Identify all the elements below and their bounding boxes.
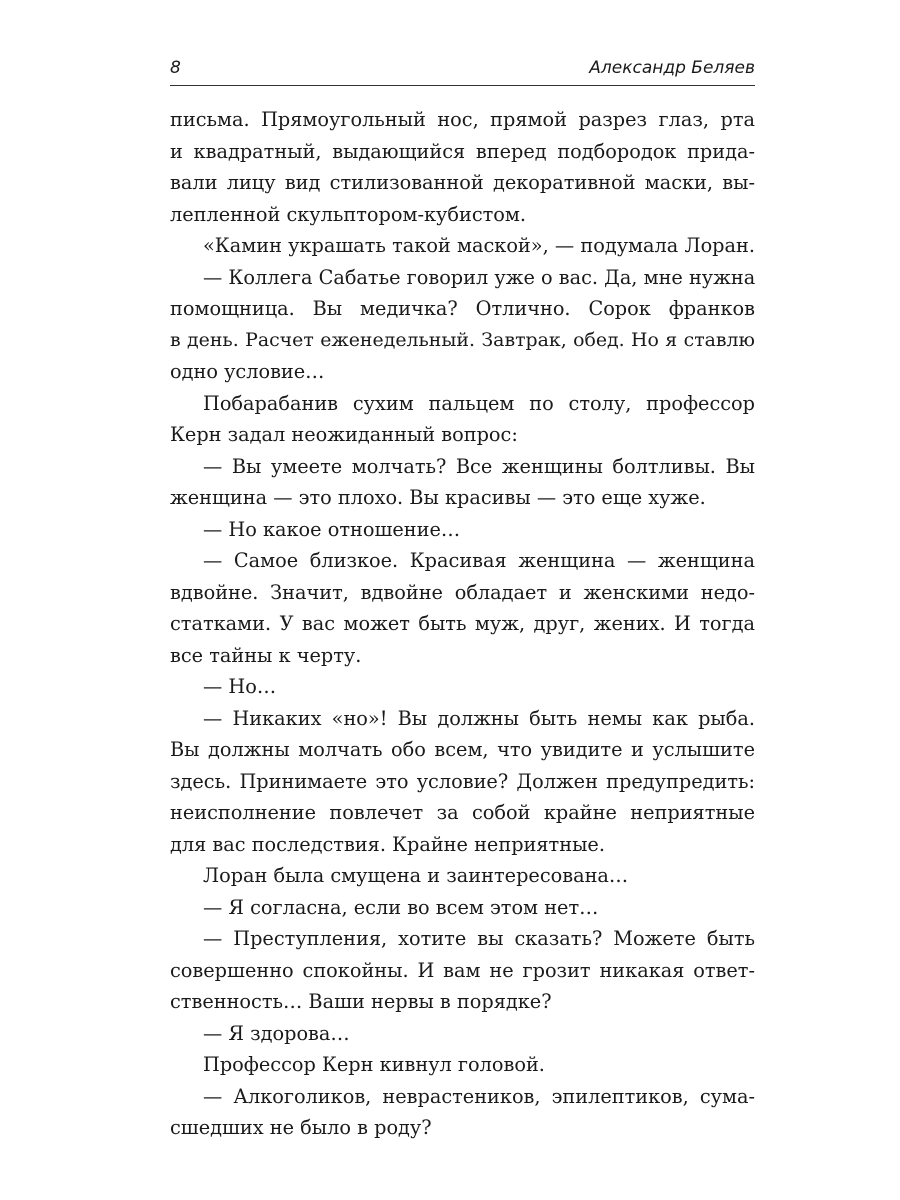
text-line: вали лицу вид стилизованной декоративной маски, вы- xyxy=(170,171,755,194)
text-line: в день. Расчет еженедельный. Завтрак, обед. Но я ставлю xyxy=(170,328,755,351)
text-line: — Коллега Сабатье говорил уже о вас. Да, мне нужна xyxy=(203,265,755,289)
text-line: вдвойне. Значит, вдвойне обладает и женскими недо- xyxy=(170,580,755,604)
text-line: здесь. Принимаете это условие? Должен предупредить: xyxy=(170,769,755,793)
text-line: Профессор Керн кивнул головой. xyxy=(203,1053,545,1076)
text-line: — Вы умеете молчать? Все женщины болтливы. Вы xyxy=(203,454,755,478)
text-line: — Алкоголиков, неврастеников, эпилептиков, сума- xyxy=(203,1084,755,1108)
body-text xyxy=(170,104,755,1144)
text-line: — Самое близкое. Красивая женщина — женщина xyxy=(203,549,755,572)
text-line: и квадратный, выдающийся вперед подбородок прида- xyxy=(170,139,755,163)
text-line: сшедших не было в роду? xyxy=(170,1116,432,1139)
text-line: лепленной скульптором-кубистом. xyxy=(170,202,527,226)
running-head-author: Александр Беляев xyxy=(589,58,755,78)
page-number: 8 xyxy=(170,58,181,78)
text-line: неисполнение повлечет за собой крайне неприятные xyxy=(170,801,755,824)
text-line: письма. Прямоугольный нос, прямой разрез глаз, рта xyxy=(170,108,755,131)
text-line: Лоран была смущена и заинтересована… xyxy=(203,864,629,887)
page-header xyxy=(170,58,755,82)
text-line: Керн задал неожиданный вопрос: xyxy=(170,423,518,446)
text-line: Вы должны молчать обо всем, что увидите и услышите xyxy=(170,738,755,761)
text-line: все тайны к черту. xyxy=(170,643,362,667)
text-line: женщина — это плохо. Вы красивы — это еще хуже. xyxy=(170,486,706,509)
text-line: — Никаких «но»! Вы должны быть немы как рыба. xyxy=(203,706,755,730)
text-line: статками. У вас может быть муж, друг, жених. И тогда xyxy=(170,612,755,635)
text-line: для вас последствия. Крайне неприятные. xyxy=(170,832,605,856)
text-line: Побарабанив сухим пальцем по столу, профессор xyxy=(203,391,755,415)
header-rule xyxy=(170,85,755,86)
text-line: помощница. Вы медичка? Отлично. Сорок франков xyxy=(170,297,755,320)
text-line: — Я согласна, если во всем этом нет… xyxy=(203,895,599,919)
text-line: совершенно спокойны. И вам не грозит никакая ответ- xyxy=(170,958,755,982)
text-line: — Я здорова… xyxy=(203,1021,350,1045)
text-line: — Но какое отношение… xyxy=(203,517,461,541)
text-line: — Но… xyxy=(203,675,277,698)
text-line: — Преступления, хотите вы сказать? Можете быть xyxy=(203,927,755,950)
text-line: ственность… Ваши нервы в порядке? xyxy=(170,990,552,1013)
text-line: одно условие… xyxy=(170,360,325,383)
text-line: «Камин украшать такой маской», — подумала Лоран. xyxy=(203,234,755,257)
